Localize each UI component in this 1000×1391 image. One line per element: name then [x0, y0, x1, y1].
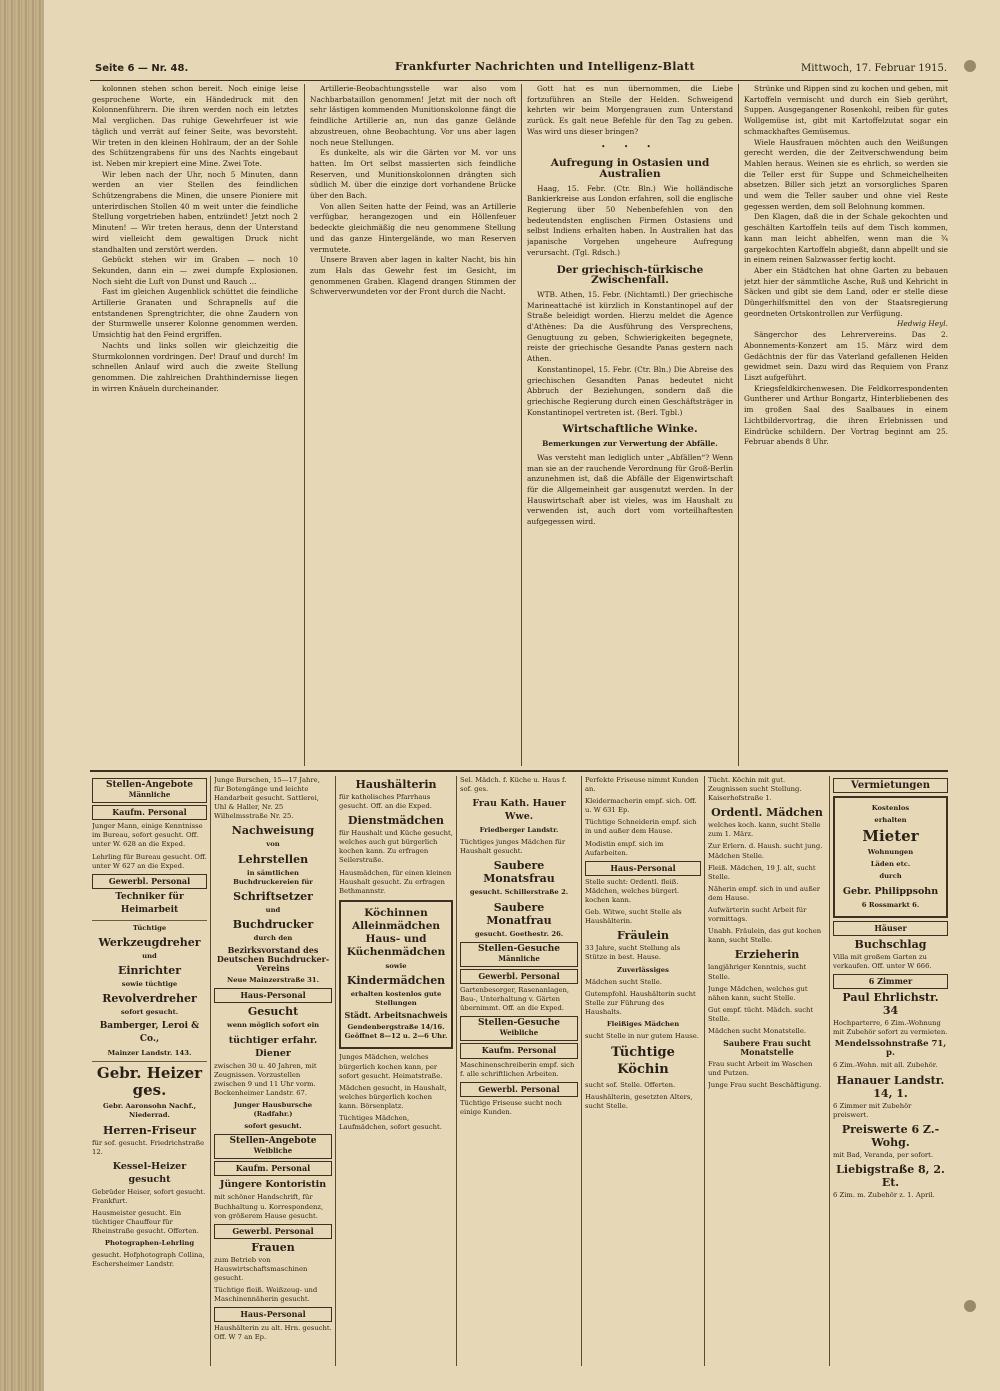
ad-headline: Nachweisung	[231, 824, 315, 838]
ad-section-box: Häuser	[833, 921, 948, 936]
ad-text: Frau sucht Arbeit im Waschen und Putzen.	[708, 1060, 813, 1078]
ad-box-mieter	[833, 796, 948, 918]
ad-text: sofort gesucht.	[120, 1008, 179, 1017]
paragraph: kolonnen stehen schon bereit. Noch einige leise gesprochene Worte, ein Händedruck mit den Kolonnenführern. Die ihren werden noch ein letztes Mal verglichen. Das ruhige Gewehrfeuer ist wie täglich und verrät auf feiner Seite, was bevorsteht. Wir treten in den kleinen Hohlraum, der an der Sohle des Schützengrabens für uns des Nachts eingebaut ist. Neben mir krepiert eine Mine. Zwei Tote.	[92, 84, 298, 168]
ad-headline: Ordentl. Mädchen	[711, 806, 823, 820]
ad-text: für sof. gesucht. Friedrichstraße 12.	[92, 1138, 205, 1156]
column-4	[744, 84, 948, 766]
paragraph: Fast im gleichen Augenblick schüttet die feindliche Artillerie Granaten und Schrapnells auf die entstandenen Sprengtrichter, die ohne Zaudern von der Sturmwelle unserer Kolonne genommen werden. Umsichtig hat den Feind ergriffen.	[92, 287, 298, 340]
page-header	[95, 60, 947, 78]
signature: Hedwig Heyl.	[896, 319, 948, 329]
ad-text: 6 Zim. m. Zubehör z. 1. April.	[833, 1190, 935, 1199]
ad-text: Tüchtige fleiß. Weißzeug- und Maschinennäherin gesucht.	[214, 1286, 318, 1304]
paragraph: Was versteht man lediglich unter „Abfällen“? Wenn man sie an der rauchende Verordnung für Groß-Berlin anzunehmen ist, daß die Abfälle der Eigenwirtschaft für die Allgemeinheit gar ausgenutzt werden. In der Hauswirtschaft aber ist vieles, was im Haushalt zu verwenden ist, auch dort vom vorteilhaftesten aufgegessen wird.	[527, 452, 733, 527]
ad-section-box: Gewerbl. Personal	[214, 1224, 332, 1239]
ad-divider	[456, 776, 457, 1366]
ad-section-box: Kaufm. Personal	[460, 1043, 578, 1058]
ad-text: Junge Frau sucht Beschäftigung.	[708, 1081, 822, 1090]
ad-headline: Tüchtige Köchin	[611, 1045, 675, 1078]
column-3	[527, 84, 733, 766]
ad-section-box: Haus-Personal	[214, 1307, 332, 1322]
ad-text: erhalten	[874, 816, 907, 825]
ad-divider	[581, 776, 582, 1366]
ad-headline: tüchtiger erfahr. Diener	[228, 1034, 318, 1059]
ad-text: von	[266, 840, 280, 849]
ad-text: Läden etc.	[870, 860, 911, 869]
ad-headline: Fräulein	[617, 929, 669, 943]
ad-text: Neue Mainzerstraße 31.	[226, 976, 320, 985]
ad-section-box: Kaufm. Personal	[92, 805, 207, 820]
ad-headline: Zuverlässiges	[617, 965, 669, 974]
ad-headline: Saubere Frau sucht Monatstelle	[723, 1038, 811, 1058]
column-divider	[304, 84, 305, 766]
ad-headline: Dienstmädchen	[347, 814, 445, 828]
binding-hole	[964, 1300, 976, 1312]
ad-text: durch	[879, 872, 902, 881]
paragraph: Strünke und Rippen sind zu kochen und geben, mit Kartoffeln vermischt und durch ein Sieb gerührt, Suppen. Ausgegangener Rosenkohl, reiben für gutes Wollgemüse ist, gibt mit Kartoffelzutat sogar ein schmackhaftes Gemüsemus.	[744, 84, 948, 136]
ad-text: Junges Mädchen, welches bürgerlich kochen kann, per sofort gesucht. Heimatstraße.	[339, 1053, 443, 1080]
ad-text: Tücht. Köchin mit gut. Zeugnissen sucht Stellung. Kaiserhofstraße 1.	[708, 776, 802, 803]
paragraph: WTB. Athen, 15. Febr. (Nichtamtl.) Der griechische Marineattaché ist kürzlich in Konstantinopel auf der Straße beleidigt worden. Hierzu meldet die Agence d'Athènes: Da die Ausführung des Versprechens, Genugtuung zu geben, Schwierigkeiten begegnete, reiste der griechische Gesandte Panas gestern nach Athen.	[527, 289, 733, 364]
ad-text: Maschinenschreiberin empf. sich f. alle schriftlichen Arbeiten.	[460, 1060, 575, 1078]
column-1	[92, 84, 298, 766]
paragraph: Kriegsfeldkirchenwesen. Die Feldkorrespondenten Guntherer und Arthur Bongartz, Hinterbliebenen des im großen Saal des Saalbaues in einem Lichtbildervortrag, die ihren Erlebnissen und Eindrücke schildern. Der Vortrag beginnt am 25. Februar abends 8 Uhr.	[744, 383, 948, 447]
ad-text: und	[265, 905, 281, 914]
ad-text: Haushälterin, gesetzten Alters, sucht Stelle.	[585, 1093, 693, 1111]
ad-text: durch den	[253, 933, 293, 942]
ad-text: 33 Jahre, sucht Stellung als Stütze in best. Hause.	[585, 944, 681, 962]
ad-headline: Köchinnen Alleinmädchen Haus- und Küchenmädchen	[346, 906, 446, 958]
ad-text: Kleidermacherin empf. sich. Off. u. W 631 Ep.	[585, 797, 697, 815]
ad-text: Gutempfohl. Haushälterin sucht Stelle zur Führung des Haushalts.	[585, 989, 696, 1016]
ad-text: Lehrling für Bureau gesucht. Off. unter W 627 an die Exped.	[92, 852, 207, 870]
ad-text: Mainzer Landstr. 143.	[107, 1049, 192, 1058]
page-date: Mittwoch, 17. Februar 1915.	[800, 63, 947, 74]
ad-column-1	[92, 776, 207, 1366]
ad-text: gesucht. Schillerstraße 2.	[469, 888, 569, 897]
ad-headline: Photographen-Lehrling	[104, 1239, 195, 1248]
binding-edge	[0, 0, 44, 1391]
ad-headline: Lehrstellen	[237, 852, 309, 866]
ad-column-5	[585, 776, 701, 1366]
ad-text: Friedberger Landstr.	[479, 826, 559, 835]
ad-headline: Mieter	[862, 827, 919, 846]
ad-text: mit Bad, Veranda, per sofort.	[833, 1150, 934, 1159]
ad-divider	[210, 776, 211, 1366]
ad-text: in sämtlichen Buchdruckereien für	[233, 868, 313, 886]
ad-text: Hausmädchen, für einen kleinen Haushalt gesucht. Zu erfragen Bethmannstr.	[339, 868, 452, 895]
ad-headline: Gesucht	[247, 1005, 299, 1019]
ad-section-box: Gewerbl. Personal	[460, 1082, 578, 1097]
column-divider	[521, 84, 522, 766]
ad-text: Mädchen sucht Stelle.	[585, 977, 662, 986]
ad-text: Junge Mädchen, welches gut nähen kann, sucht Stelle.	[708, 984, 808, 1002]
ad-section-box: Gewerbl. Personal	[460, 969, 578, 984]
ad-headline: Frauen	[251, 1240, 295, 1254]
ad-text: Modistin empf. sich im Aufarbeiten.	[585, 839, 664, 857]
paragraph: Es dunkelte, als wir die Gärten vor M. vor uns hatten. Im Ort selbst massierten sich feindliche Reserven, und Munitionskolonnen drängten sich südlich M. über die einzige dort vorhandene Brücke über den Bach.	[310, 148, 516, 201]
ad-headline: Junger Hausbursche (Radfahr.)	[233, 1100, 313, 1118]
ad-headline: Städt. Arbeitsnachweis	[344, 1010, 448, 1021]
ad-headline: Paul Ehrlichstr. 34	[842, 991, 939, 1018]
ad-text: Tüchtiges Mädchen, Laufmädchen, sofort gesucht.	[339, 1113, 442, 1132]
ad-divider	[704, 776, 705, 1366]
ad-section-box: Stellen-Angebote Männliche	[92, 778, 207, 803]
ad-text: Gendenbergstraße 14/16. Geöffnet 8—12 u. 2—6 Uhr.	[344, 1023, 448, 1041]
ad-divider	[829, 776, 830, 1366]
ad-box-arbeitsnachweis	[339, 900, 453, 1050]
paragraph: Konstantinopel, 15. Febr. (Ctr. Bln.) Die Abreise des griechischen Gesandten Panas bedeutet nicht Abbruch der Beziehungen, sondern daß die griechische Regierung durch einen Geschäftsträger in Konstantinopel vertreten ist. (Berl. Tgbl.)	[527, 364, 733, 417]
ad-text: Tüchtige	[132, 923, 167, 932]
ad-headline: Bezirksvorstand des Deutschen Buchdrucker-Vereins	[216, 944, 330, 974]
ad-text: für Haushalt und Küche gesucht, welches auch gut bürgerlich kochen kann. Zu erfragen Seilerstraße.	[339, 829, 453, 865]
ad-text: Hausmeister gesucht. Ein tüchtiger Chauffeur für Rheinstraße gesucht. Offerten.	[92, 1208, 199, 1236]
paragraph: Gebückt stehen wir im Graben — noch 10 Sekunden, dann ein — zwei dumpfe Explosionen. Noch sieht die Luft von Dunst und Rauch ...	[92, 255, 298, 286]
column-divider	[738, 84, 739, 766]
ad-headline: Saubere Monatsfrau	[483, 859, 555, 886]
ad-headline: Schriftsetzer	[233, 889, 313, 903]
ad-section-box: Kaufm. Personal	[214, 1161, 332, 1176]
ad-text: Mädchen gesucht, in Haushalt, welches bürgerlich kochen kann. Börsenplatz.	[339, 1083, 447, 1110]
paragraph: Nachts und links sollen wir gleichzeitig die Sturmkolonnen vordringen. Der! Drauf und durch! Im schnellen Anlauf wird auch die zweite Stellung genommen. Die zahlreichen Drahthindernisse liegen in wirren Knäueln durcheinander.	[92, 340, 298, 393]
section-rule	[90, 770, 948, 772]
ad-headline: Herren-Friseur	[102, 1123, 197, 1137]
headline-zwischenfall: Der griechisch-türkische Zwischenfall.	[556, 263, 704, 287]
ad-text: Näherin empf. sich in und außer dem Hause.	[708, 884, 820, 902]
ad-section-box: Stellen-Gesuche Weibliche	[460, 1016, 578, 1041]
ad-headline: Haushälterin	[355, 778, 437, 791]
paragraph: Artillerie-Beobachtungsstelle war also vom Nachbarbataillon genommen! Jetzt mit der noch oft sehr lästigen kommenden Munitionskolonne fängt die feindliche Artillerie an, nun das ganze Gelände abzustreuen, ohne Beobachtung. Vor uns aber lagen noch neue Stellungen.	[310, 84, 516, 147]
ad-headline: Liebigstraße 8, 2. Et.	[836, 1162, 945, 1189]
ad-text: Aufwärterin sucht Arbeit für vormittags.	[708, 906, 807, 924]
paragraph: Haag, 15. Febr. (Ctr. Bln.) Wie holländische Bankierkreise aus London erfahren, soll die englische Regierung über 50 Nebenbefehlen von den bedeutendsten englischen Firmen Ostasiens und selbst Indiens erhalten haben. In Australien hat das japanische Vorgehen ungeheure Aufregung verursacht. (Tgl. Rdsch.)	[527, 183, 733, 257]
ad-column-6	[708, 776, 826, 1366]
ad-headline: Jüngere Kontoristin	[219, 1179, 327, 1191]
ad-text: Tüchtiges junges Mädchen für Haushalt gesucht.	[460, 838, 566, 856]
ad-text: Zur Erlern. d. Haush. sucht jung. Mädchen Stelle.	[708, 842, 823, 860]
ad-section-box: Stellen-Gesuche Männliche	[460, 942, 578, 967]
paragraph: Von allen Seiten hatte der Feind, was an Artillerie verfügbar, herangezogen und ein Höllenfeuer bedeckte gleichmäßig die neu genommene Stellung und das ganze Hintergelände, wo man Reserven vermutete.	[310, 201, 516, 254]
ad-divider	[335, 776, 336, 1366]
subheadline: Bemerkungen zur Verwertung der Abfälle.	[542, 439, 718, 449]
paragraph: Gott hat es nun übernommen, die Liebe fortzuführen an Stelle der Helden. Schweigend kehrten wir beim Morgengrauen zum Unterstand zurück. Es galt neue Befehle für den Tag zu geben. Was wird uns dieser bringen?	[527, 84, 733, 136]
ad-text: 6 Zim.-Wohn. mit all. Zubehör.	[833, 1061, 938, 1070]
ad-headline: Bamberger, Leroi & Co.,	[99, 1021, 200, 1045]
ad-text: Kostenlos	[871, 804, 910, 813]
separator-dots: • • •	[601, 141, 659, 151]
ad-text: wenn möglich sofort ein	[226, 1021, 320, 1030]
ad-headline: Revolverdreher	[102, 992, 197, 1006]
paragraph: Wir leben nach der Uhr, noch 5 Minuten, dann werden an vier Stellen des feindlichen Schützengrabens die Minen, die unsere Pioniere mit unterirdischen Stollen 40 m weit unter die feindliche Stellung vorgetrieben haben, entzündet! Jetzt noch 2 Minuten! — Wir treten heraus, denn der Unterstand wird vielleicht dem gewaltigen Druck nicht standhalten und zerstört werden.	[92, 169, 298, 254]
ad-text: Geb. Witwe, sucht Stelle als Haushälterin.	[585, 908, 682, 926]
ad-text: zwischen 30 u. 40 Jahren, mit Zeugnissen. Vorzustellen zwischen 9 und 11 Uhr vorm. Bockenheimer Landstr. 67.	[214, 1061, 317, 1097]
ad-text: Villa mit großem Garten zu verkaufen. Off. unter W 666.	[833, 952, 932, 970]
ad-headline: Fleißiges Mädchen	[606, 1019, 680, 1028]
ad-headline: Saubere Monatfrau	[486, 900, 552, 927]
ad-headline: Preiswerte 6 Z.-Wohg.	[841, 1122, 940, 1149]
ad-headline: Erzieherin	[734, 948, 800, 962]
ad-text: sofort gesucht.	[244, 1122, 302, 1131]
ad-text: langjähriger Kenntnis, sucht Stelle.	[708, 963, 807, 981]
paragraph: Aber ein Städtchen hat ohne Garten zu bebauen jetzt hier der sämmtliche Asche, Ruß und Kehricht in Säcken und gibt sie dem Land, oder er stelle diese Düngerhilfsmittel den von der Staatsregierung geordneten Ortskontrollen zur Verfügung.	[744, 265, 948, 318]
ad-headline: Gebr. Philippsohn	[842, 885, 939, 897]
ad-text: gesucht. Goethestr. 26.	[474, 929, 564, 938]
ad-text: Gebrüder Heiser, sofort gesucht. Frankfurt.	[92, 1187, 206, 1205]
headline-winke: Wirtschaftliche Winke.	[562, 423, 698, 436]
ad-text: und	[142, 951, 157, 960]
paragraph: Sängerchor des Lehrervereins. Das 2. Abonnements-Konzert am 15. März wird dem Gedächtnis der für das Vaterland gefallenen Helden gewidmet sein. Dazu wird das Requiem von Franz Liszt aufgeführt.	[744, 330, 948, 382]
ad-text: Gartenbesorger, Rasenanlagen, Bau-, Unterhaltung v. Gärten übernimmt. Off. an die Exped.	[460, 985, 570, 1013]
ad-section-box: Haus-Personal	[585, 861, 701, 876]
ad-text: für katholisches Pfarrhaus gesucht. Off. an die Exped.	[339, 793, 432, 811]
ad-text: sowie tüchtige	[121, 980, 178, 989]
ad-headline: Frau Kath. Hauer Wwe.	[472, 798, 566, 823]
ad-column-7	[833, 776, 948, 1366]
ad-headline: Buchdrucker	[232, 917, 314, 931]
ad-text: mit schöner Handschrift, für Buchhaltung u. Korrespondenz, von größerem Hause gesucht.	[214, 1193, 324, 1220]
header-rule	[90, 80, 948, 81]
ad-column-2	[214, 776, 332, 1366]
ad-headline: Einrichter	[117, 964, 182, 978]
ad-text: Wohnungen	[867, 848, 914, 857]
ad-text: Sel. Mädch. f. Küche u. Haus f. sof. ges.	[460, 776, 567, 794]
ad-section-box: Haus-Personal	[214, 988, 332, 1003]
ad-text: Gebr. Aaronsohn Nachf., Niederrad.	[102, 1102, 197, 1120]
ad-headline: Mendelssohnstraße 71, p.	[834, 1039, 947, 1059]
ad-text: sowie	[385, 961, 407, 970]
paragraph: Wiele Hausfrauen möchten auch den Weißungen gerecht werden, die der Zeitverschwendung beim Mahlen heraus. Weinen sie es ehrlich, so werden sie die Teller erst für Suppe und Schmeichelheiten absetzen. Biller sich jetzt an vorsorgliches Sparen und wem die Teller sauber und ohne viel Reste gegessen werden, dem soll Belohnung kommen.	[744, 137, 948, 211]
ad-text: Hochparterre, 6 Zim.-Wohnung mit Zubehör sofort zu vermieten.	[833, 1019, 948, 1037]
ad-text: Junger Mann, einige Kenntnisse im Bureau, sofort gesucht. Off. unter W. 628 an die Exped.	[92, 822, 203, 849]
ad-text: welches koch. kann, sucht Stelle zum 1. März.	[708, 821, 821, 839]
ad-text: gesucht. Hofphotograph Collina, Eschersheimer Landstr.	[92, 1251, 205, 1269]
ad-text: Gut empf. tücht. Mädch. sucht Stelle.	[708, 1005, 814, 1023]
ad-headline: Techniker für Heimarbeit	[115, 891, 184, 915]
ad-text: erhalten kostenlos gute Stellungen	[350, 989, 442, 1008]
ad-column-4	[460, 776, 578, 1366]
headline-ostasien: Aufregung in Ostasien und Australien	[550, 157, 710, 180]
paragraph: Unsere Braven aber lagen in kalter Nacht, bis hin zum Hals das Gewehr fest im Gesicht, im genommenen Graben. Klagend drangen Stimmen der Schwerverwundeten vor der Front durch die Nacht.	[310, 255, 516, 297]
page-number: Seite 6 — Nr. 48.	[95, 63, 189, 74]
ad-column-3	[339, 776, 453, 1366]
ad-text: sucht Stelle in nur gutem Hause.	[585, 1032, 699, 1041]
ad-section-box: 6 Zimmer	[833, 974, 948, 989]
ad-text: 6 Zimmer mit Zubehör preiswert.	[833, 1101, 912, 1119]
ad-headline: Hanauer Landstr. 14, 1.	[836, 1073, 945, 1100]
ad-section-box: Vermietungen	[833, 778, 948, 793]
ad-headline: Kessel-Heizer gesucht	[112, 1160, 187, 1185]
ad-text: Tüchtige Schneiderin empf. sich in und außer dem Hause.	[585, 818, 697, 836]
column-2	[310, 84, 516, 766]
ad-text: Unabh. Fräulein, das gut kochen kann, sucht Stelle.	[708, 927, 822, 945]
masthead: Frankfurter Nachrichten und Intelligenz-Blatt	[395, 60, 695, 73]
ad-text: Mädchen sucht Monatstelle.	[708, 1026, 807, 1035]
ad-section-box: Gewerbl. Personal	[92, 874, 207, 889]
ad-text: Junge Burschen, 15—17 Jahre, für Botengänge und leichte Handarbeit gesucht. Sattlerei, Uhl & Haller, Nr. 25 Wilhelmsstraße Nr. 25.	[214, 776, 320, 821]
binding-hole	[964, 60, 976, 72]
ad-text: Tüchtige Friseuse sucht noch einige Kunden.	[460, 1098, 562, 1116]
ad-headline: Buchschlag	[854, 937, 927, 951]
ad-text: Perfekte Friseuse nimmt Kunden an.	[585, 776, 699, 794]
ad-text: Haushälterin zu alt. Hrn. gesucht. Off. W 7 an Ep.	[214, 1324, 332, 1342]
ad-text: Fleiß. Mädchen, 19 J. alt, sucht Stelle.	[708, 863, 816, 881]
ad-headline: Werkzeugdreher	[98, 935, 201, 949]
ad-text: zum Betrieb von Hauswirtschaftsmaschinen gesucht.	[214, 1255, 308, 1282]
ad-headline: Gebr. Heizer ges.	[96, 1064, 203, 1100]
ad-section-box: Stellen-Angebote Weibliche	[214, 1134, 332, 1159]
ad-text: sucht sof. Stelle. Offerten.	[585, 1081, 676, 1090]
ad-headline: Kindermädchen	[346, 973, 446, 987]
paragraph: Den Klagen, daß die in der Schale gekochten und geschälten Kartoffeln teils auf dem Tisch kommen, kann man leicht abhelfen, wenn man die ¾ gargekochten Kartoffeln abgießt, dann abpellt und sie in einem reinen Salzwasser fertig kocht.	[744, 212, 948, 265]
ad-text: 6 Rossmarkt 6.	[861, 900, 920, 909]
ad-text: Stelle sucht: Ordentl. fleiß. Mädchen, welches bürgerl. kochen kann.	[585, 877, 680, 905]
